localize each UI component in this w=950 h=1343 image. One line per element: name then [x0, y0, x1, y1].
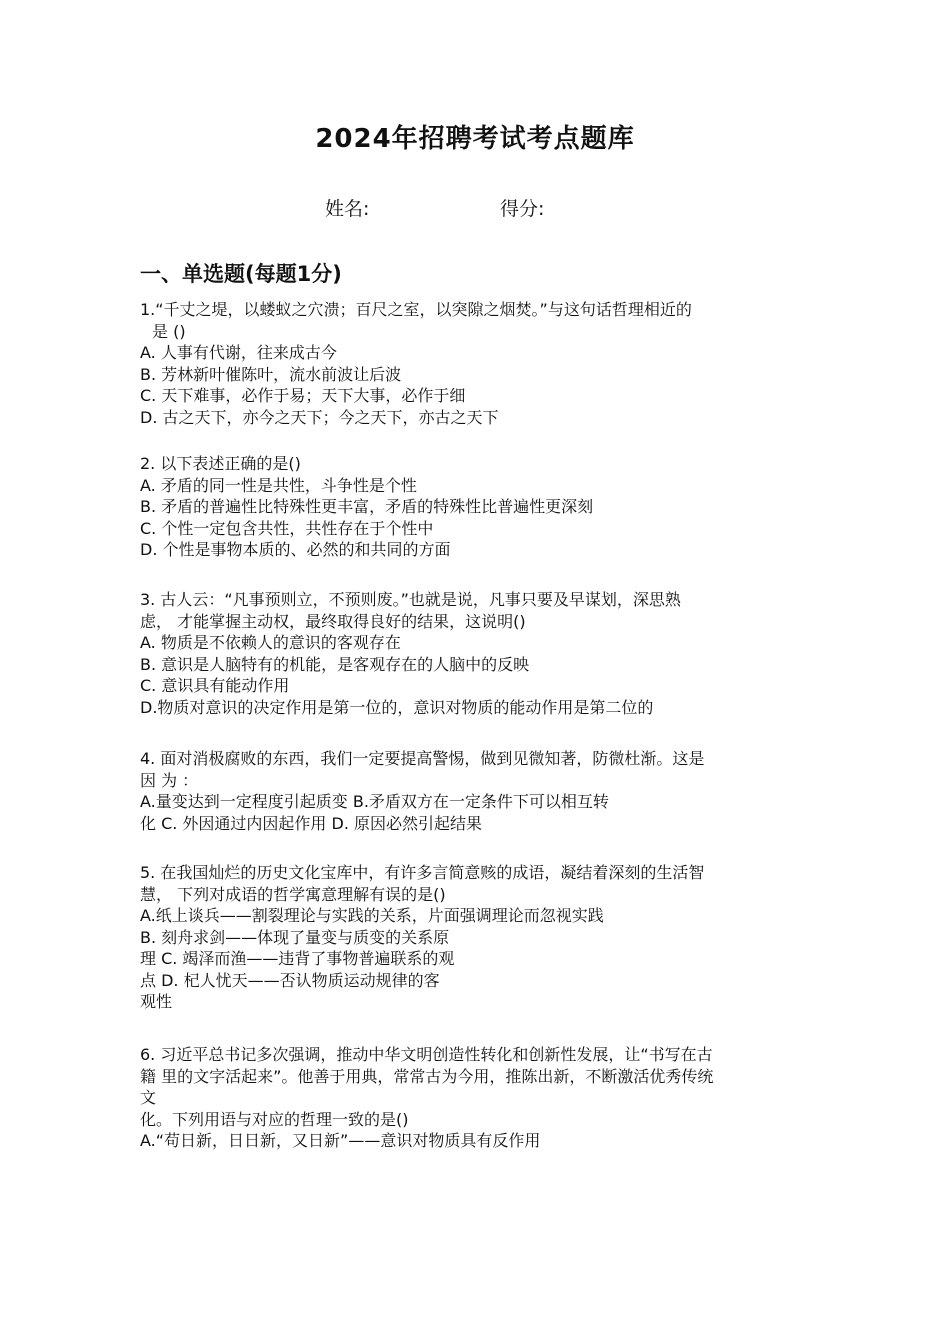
option-d: D. 个性是事物本质的、必然的和共同的方面: [140, 540, 451, 559]
question-1: [140, 299, 800, 428]
question-stem-continued: 是 (): [152, 321, 186, 341]
option-b: B. 芳林新叶催陈叶，流水前波让后波: [140, 364, 402, 384]
question-stem-continued: 虑， 才能掌握主动权，最终取得良好的结果，这说明(): [140, 611, 526, 631]
question-stem: 6. 习近平总书记多次强调，推动中华文明创造性转化和创新性发展，让“书写在古: [140, 1045, 713, 1064]
option-d: D.物质对意识的决定作用是第一位的，意识对物质的能动作用是第二位的: [140, 697, 654, 717]
option-c: C. 意识具有能动作用: [140, 676, 290, 695]
name-label: 姓名:: [325, 198, 370, 220]
option-a: A.纸上谈兵——割裂理论与实践的关系，片面强调理论而忽视实践: [140, 906, 604, 925]
options-line: 化 C. 外因通过内因起作用 D. 原因必然引起结果: [140, 813, 483, 833]
options-line: 观性: [140, 992, 173, 1011]
section-heading: 一、单选题(每题1分): [140, 262, 342, 286]
option-a: A. 物质是不依赖人的意识的客观存在: [140, 633, 401, 652]
question-stem-continued: 因 为 ：: [140, 770, 199, 790]
question-2: [140, 453, 800, 561]
question-stem: 5. 在我国灿烂的历史文化宝库中，有许多言简意赅的成语，凝结着深刻的生活智: [140, 863, 705, 882]
options-line: 理 C. 竭泽而渔——违背了事物普遍联系的观: [140, 949, 455, 968]
option-a: A. 人事有代谢，往来成古今: [140, 343, 337, 362]
question-stem: 3. 古人云：“凡事预则立，不预则废。”也就是说，凡事只要及早谋划，深思熟: [140, 590, 681, 609]
option-b: B. 矛盾的普遍性比特殊性更丰富，矛盾的特殊性比普遍性更深刻: [140, 497, 594, 516]
score-label: 得分:: [500, 198, 545, 220]
option-d: D. 古之天下，亦今之天下；今之天下，亦古之天下: [140, 407, 499, 427]
option-a: A.“苟日新，日日新，又日新”——意识对物质具有反作用: [140, 1131, 541, 1150]
question-stem: 1.“千丈之堤，以蝼蚁之穴溃；百尺之室，以突隙之烟焚。”与这句话哲理相近的: [140, 300, 692, 319]
question-stem-continued: 慧， 下列对成语的哲学寓意理解有误的是(): [140, 884, 446, 904]
question-3: [140, 589, 800, 718]
document-title: 2024年招聘考试考点题库: [315, 124, 635, 154]
question-stem: 4. 面对消极腐败的东西，我们一定要提高警惕，做到见微知著，防微杜渐。这是: [140, 749, 705, 768]
option-c: C. 天下难事，必作于易；天下大事，必作于细: [140, 386, 466, 405]
options-line: 点 D. 杞人忧天——否认物质运动规律的客: [140, 970, 440, 990]
option-b: B. 意识是人脑特有的机能，是客观存在的人脑中的反映: [140, 654, 530, 674]
question-stem: 2. 以下表述正确的是(): [140, 454, 301, 473]
option-a: A. 矛盾的同一性是共性，斗争性是个性: [140, 475, 417, 495]
options-line: A.量变达到一定程度引起质变 B.矛盾双方在一定条件下可以相互转: [140, 792, 609, 811]
question-4: [140, 748, 800, 834]
option-c: C. 个性一定包含共性，共性存在于个性中: [140, 518, 434, 538]
question-5: [140, 862, 800, 1013]
options-line: B. 刻舟求剑——体现了量变与质变的关系原: [140, 927, 450, 947]
question-6: [140, 1044, 800, 1152]
question-stem-continued: 籍 里的文字活起来”。他善于用典，常常古为今用，推陈出新，不断激活优秀传统: [140, 1066, 714, 1086]
question-stem-continued: 文: [140, 1088, 157, 1107]
question-stem-continued: 化。下列用语与对应的哲理一致的是(): [140, 1109, 409, 1129]
